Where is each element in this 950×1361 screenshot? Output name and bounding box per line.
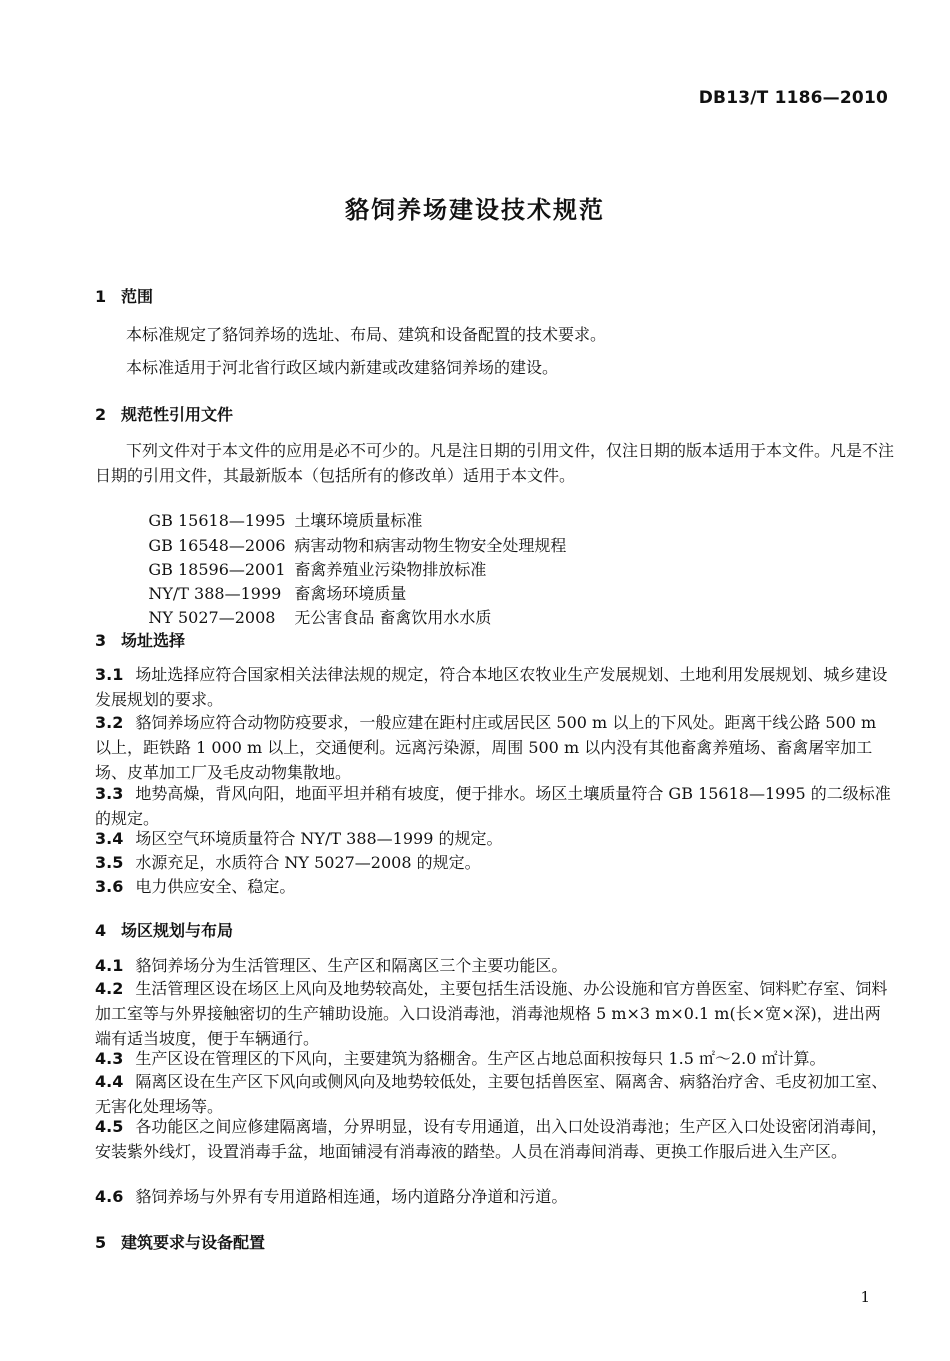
section-title: 规范性引用文件	[121, 405, 234, 424]
section-title: 场区规划与布局	[121, 921, 234, 940]
clause-text: 各功能区之间应修建隔离墙，分界明显，设有专用通道，出入口处设消毒池；生产区入口处设密闭消毒间，安装紫外线灯，设置消毒手盆，地面铺浸有消毒液的踏垫。人员在消毒间消毒、更换工作服后进入生产区。	[95, 1117, 888, 1161]
section-heading-1	[95, 284, 153, 307]
reference-code: GB 15618—1995	[148, 511, 286, 530]
standard-code: DB13/T 1186—2010	[698, 88, 888, 108]
clause-text: 生产区设在管理区的下风向，主要建筑为貉棚舍。生产区占地总面积按每只 1.5 ㎡～2.0 ㎡计算。	[135, 1049, 826, 1068]
section-number: 3	[95, 631, 107, 650]
clause-number: 3.3	[95, 784, 124, 803]
clause	[95, 976, 895, 1051]
reference-code: GB 16548—2006	[148, 536, 286, 555]
clause-text: 场区空气环境质量符合 NY/T 388—1999 的规定。	[135, 829, 503, 848]
clause-number: 3.4	[95, 829, 124, 848]
clause-number: 3.1	[95, 665, 124, 684]
clause	[95, 710, 895, 785]
reference-name: 病害动物和病害动物生物安全处理规程	[294, 536, 567, 555]
section-title: 场址选择	[121, 631, 186, 650]
section-number: 1	[95, 287, 107, 306]
clause-text: 水源充足，水质符合 NY 5027—2008 的规定。	[135, 853, 481, 872]
reference-name: 畜禽养殖业污染物排放标准	[294, 560, 487, 579]
clause-text: 场址选择应符合国家相关法律法规的规定，符合本地区农牧业生产发展规划、土地利用发展规划、城乡建设发展规划的要求。	[95, 665, 888, 709]
paragraph: 本标准适用于河北省行政区域内新建或改建貉饲养场的建设。	[126, 358, 559, 377]
clause-text: 貉饲养场应符合动物防疫要求，一般应建在距村庄或居民区 500 m 以上的下风处。距离干线公路 500 m 以上，距铁路 1 000 m 以上，交通便利。远离污染源，周围 500 m 以内没有其他畜禽养殖场、畜禽屠宰加工场、皮革加工厂及毛皮动物集散地。	[95, 713, 877, 782]
clause-number: 4.5	[95, 1117, 124, 1136]
section-heading-3	[95, 628, 185, 651]
clause	[95, 781, 895, 831]
clause-number: 3.6	[95, 877, 124, 896]
clause	[95, 1046, 895, 1071]
reference-code: NY/T 388—1999	[148, 584, 282, 603]
clause	[95, 1069, 895, 1119]
paragraph: 下列文件对于本文件的应用是必不可少的。凡是注日期的引用文件，仅注日期的版本适用于本文件。凡是不注日期的引用文件，其最新版本（包括所有的修改单）适用于本文件。	[95, 441, 895, 485]
clause-text: 地势高燥，背风向阳，地面平坦并稍有坡度，便于排水。场区土壤质量符合 GB 15618—1995 的二级标准的规定。	[95, 784, 891, 828]
clause-text: 电力供应安全、稳定。	[135, 877, 296, 896]
clause-number: 3.2	[95, 713, 124, 732]
section-heading-5	[95, 1230, 265, 1253]
reference-name: 土壤环境质量标准	[294, 511, 423, 530]
clause	[95, 662, 895, 712]
clause-text: 貉饲养场分为生活管理区、生产区和隔离区三个主要功能区。	[135, 956, 568, 975]
clause-text: 隔离区设在生产区下风向或侧风向及地势较低处，主要包括兽医室、隔离舍、病貉治疗舍、毛皮初加工室、无害化处理场等。	[95, 1072, 888, 1116]
clause-text: 貉饲养场与外界有专用道路相连通，场内道路分净道和污道。	[135, 1187, 568, 1206]
section-number: 2	[95, 405, 107, 424]
clause-number: 4.1	[95, 956, 124, 975]
reference-name: 无公害食品 畜禽饮用水水质	[294, 608, 492, 627]
clause-number: 4.6	[95, 1187, 124, 1206]
section-title: 范围	[121, 287, 154, 306]
clause	[95, 1114, 895, 1164]
clause-number: 4.4	[95, 1072, 124, 1091]
section-number: 4	[95, 921, 107, 940]
clause-text: 生活管理区设在场区上风向及地势较高处，主要包括生活设施、办公设施和官方兽医室、饲料贮存室、饲料加工室等与外界接触密切的生产辅助设施。入口设消毒池，消毒池规格 5 m×3 m×0.1 m(长×宽×深)，进出两端有适当坡度，便于车辆通行。	[95, 979, 888, 1048]
clause-number: 3.5	[95, 853, 124, 872]
reference-code: GB 18596—2001	[148, 560, 286, 579]
section-heading-2	[95, 402, 233, 425]
clause	[95, 1184, 895, 1209]
page-number: 1	[860, 1288, 870, 1306]
paragraph: 本标准规定了貉饲养场的选址、布局、建筑和设备配置的技术要求。	[126, 325, 607, 344]
clause	[95, 874, 895, 899]
clause	[95, 826, 895, 851]
reference-name: 畜禽场环境质量	[294, 584, 407, 603]
section-heading-4	[95, 918, 233, 941]
clause	[95, 953, 895, 978]
reference-code: NY 5027—2008	[148, 608, 276, 627]
section-title: 建筑要求与设备配置	[121, 1233, 266, 1252]
clause-number: 4.2	[95, 979, 124, 998]
clause-number: 4.3	[95, 1049, 124, 1068]
clause	[95, 850, 895, 875]
section-number: 5	[95, 1233, 107, 1252]
document-title: 貉饲养场建设技术规范	[345, 196, 605, 224]
